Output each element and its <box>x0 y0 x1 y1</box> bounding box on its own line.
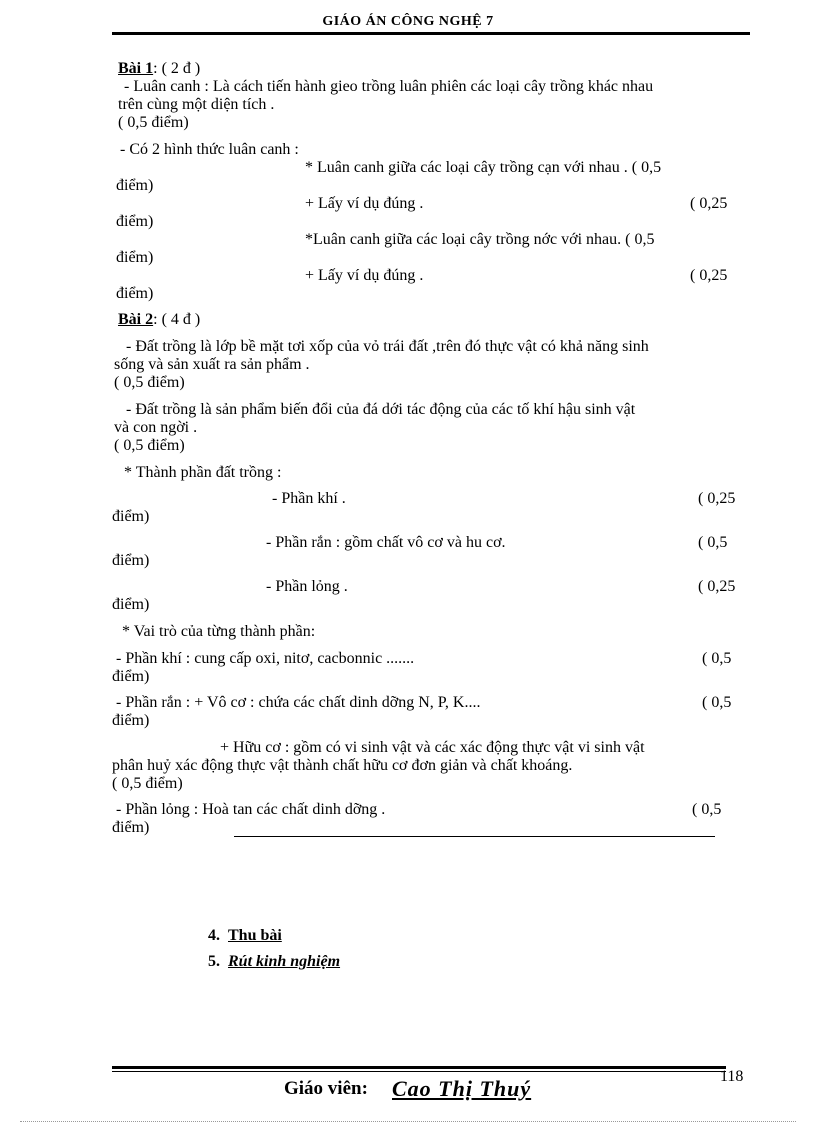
bai1-line: *Luân canh giữa các loại cây trồng nớc với nhau. ( 0,5 <box>305 231 655 248</box>
bai2-heading <box>118 311 200 329</box>
bai2-line: ( 0,5 điểm) <box>114 437 185 454</box>
bai1-line: ( 0,5 điểm) <box>118 114 189 131</box>
step-item <box>208 927 282 945</box>
document-header-title: GIÁO ÁN CÔNG NGHỆ 7 <box>322 14 494 29</box>
bai2-score-note: ( 0,5 <box>702 650 732 667</box>
bai2-line: - Phần lỏng . <box>266 578 348 595</box>
bai2-score: : ( 4 đ ) <box>153 311 201 328</box>
bai1-line: trên cùng một diện tích . <box>118 96 275 113</box>
page-bottom-border <box>20 1121 796 1122</box>
bai2-line: và con ngời . <box>114 419 198 436</box>
bai2-line: - Đất trồng là lớp bề mặt tơi xốp của vỏ trái đất ,trên đó thực vật có khả năng sinh <box>126 338 649 355</box>
bai2-line: điểm) <box>112 596 150 613</box>
footer-rule <box>112 1066 726 1069</box>
bai2-score-note: ( 0,5 <box>692 801 722 818</box>
bai1-label: Bài 1 <box>118 60 154 77</box>
bai2-line: ( 0,5 điểm) <box>114 374 185 391</box>
bai2-score-note: ( 0,25 <box>698 578 736 595</box>
bai2-line: ( 0,5 điểm) <box>112 775 183 792</box>
bai2-score-note: ( 0,5 <box>702 694 732 711</box>
bai2-line: điểm) <box>112 819 150 836</box>
header-rule <box>112 32 750 35</box>
bai1-line: điểm) <box>116 177 154 194</box>
bai2-line: điểm) <box>112 712 150 729</box>
bai1-line: điểm) <box>116 285 154 302</box>
bai2-label: Bài 2 <box>118 311 154 328</box>
bai2-line: - Phần lỏng : Hoà tan các chất dinh dỡng . <box>116 801 386 818</box>
bai2-line: - Đất trồng là sản phẩm biến đổi của đá dới tác động của các tố khí hậu sinh vật <box>126 401 636 418</box>
bai1-line: + Lấy ví dụ đúng . <box>305 195 424 212</box>
teacher-name: Cao Thị Thuý <box>392 1076 532 1101</box>
bai2-line: phân huỷ xác động thực vật thành chất hữu cơ đơn giản và chất khoáng. <box>112 757 573 774</box>
bai1-line: + Lấy ví dụ đúng . <box>305 267 424 284</box>
bai2-line: - Phần rắn : gồm chất vô cơ và hu cơ. <box>266 534 506 551</box>
bai2-score-note: ( 0,25 <box>698 490 736 507</box>
bai2-line: điểm) <box>112 552 150 569</box>
step-item <box>208 953 340 971</box>
bai1-line: * Luân canh giữa các loại cây trồng cạn với nhau . ( 0,5 <box>305 159 662 176</box>
bai2-line: + Hữu cơ : gồm có vi sinh vật và các xác động thực vật vi sinh vật <box>220 739 645 756</box>
bai2-line: điểm) <box>112 508 150 525</box>
bai1-score: : ( 2 đ ) <box>153 60 201 77</box>
step-label-thu-bai: Thu bài <box>228 927 282 944</box>
bai1-heading <box>118 60 200 78</box>
bai1-line: - Luân canh : Là cách tiến hành gieo trồng luân phiên các loại cây trồng khác nhau <box>124 78 654 95</box>
bai1-line: - Có 2 hình thức luân canh : <box>120 141 299 158</box>
bai1-line: điểm) <box>116 249 154 266</box>
bai2-subheading: * Vai trò của từng thành phần: <box>122 623 316 640</box>
bai1-line: điểm) <box>116 213 154 230</box>
teacher-label: Giáo viên: <box>284 1078 368 1099</box>
bai2-line: điểm) <box>112 668 150 685</box>
bai2-line: sống và sản xuất ra sản phẩm . <box>114 356 310 373</box>
bai1-score-note: ( 0,25 <box>690 195 728 212</box>
bai2-line: - Phần khí : cung cấp oxi, nitơ, cacbonnic ....... <box>116 650 415 667</box>
bai2-score-note: ( 0,5 <box>698 534 728 551</box>
answer-end-rule <box>234 836 715 837</box>
bai2-line: - Phần khí . <box>272 490 346 507</box>
bai2-line: - Phần rắn : + Vô cơ : chứa các chất dinh dỡng N, P, K.... <box>116 694 481 711</box>
step-label-rut-kinh-nghiem: Rút kinh nghiệm <box>228 953 341 970</box>
bai1-score-note: ( 0,25 <box>690 267 728 284</box>
page-number: 118 <box>720 1068 744 1085</box>
step-number: 4. <box>208 927 220 944</box>
bai2-subheading: * Thành phần đất trồng : <box>124 464 282 481</box>
footer-rule-thin <box>112 1071 726 1072</box>
step-number: 5. <box>208 953 220 970</box>
